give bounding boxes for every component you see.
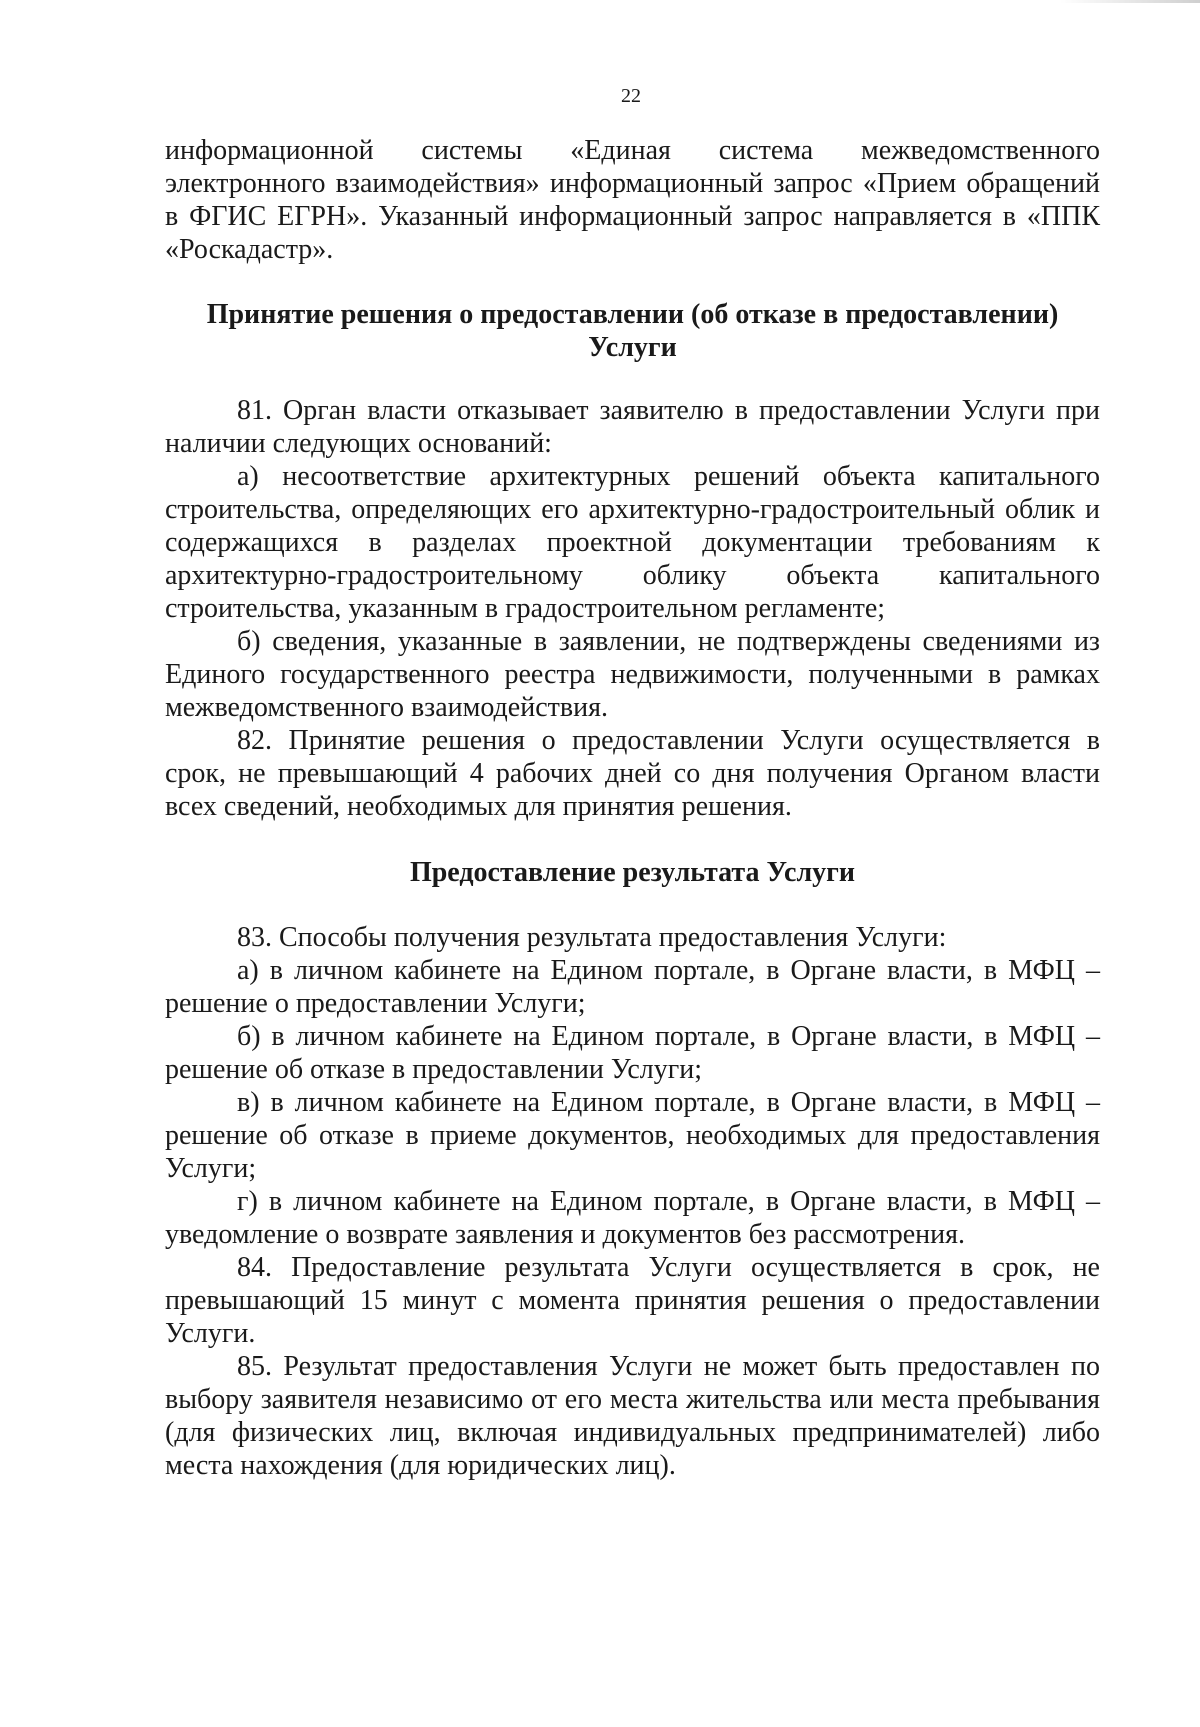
paragraph-83: 83. Способы получения результата предоставления Услуги: — [237, 922, 947, 953]
paragraph: информационной системы «Единая система межведомственного электронного взаимодействия» информационный запрос «Прием обращений в ФГИС ЕГРН». Указанный информационный запрос направляется в «ППК «Роскадастр». — [165, 135, 1100, 265]
section-heading-result: Предоставление результата Услуги — [409, 857, 856, 888]
paragraph-84: 84. Предоставление результата Услуги осуществляется в срок, не превышающий 15 минут с момента принятия решения о предоставлении Услуги. — [165, 1252, 1100, 1349]
paragraph-81: 81. Орган власти отказывает заявителю в предоставлении Услуги при наличии следующих оснований: — [165, 395, 1100, 459]
paragraph-85: 85. Результат предоставления Услуги не может быть предоставлен по выбору заявителя независимо от его места жительства или места пребывания (для физических лиц, включая индивидуальных предпринимателей) либо места нахождения (для юридических лиц). — [165, 1351, 1100, 1481]
paragraph-82: 82. Принятие решения о предоставлении Услуги осуществляется в срок, не превышающий 4 рабочих дней со дня получения Органом власти всех сведений, необходимых для принятия решения. — [165, 725, 1100, 822]
paragraph-81-b: б) сведения, указанные в заявлении, не подтверждены сведениями из Единого государственного реестра недвижимости, полученными в рамках межведомственного взаимодействия. — [165, 626, 1100, 723]
paragraph-83-g: г) в личном кабинете на Едином портале, в Органе власти, в МФЦ – уведомление о возврате заявления и документов без рассмотрения. — [165, 1186, 1100, 1250]
section-heading-decision: Принятие решения о предоставлении (об отказе в предоставлении) Услуги — [206, 299, 1059, 363]
paragraph-83-v: в) в личном кабинете на Едином портале, в Органе власти, в МФЦ – решение об отказе в приеме документов, необходимых для предоставления Услуги; — [165, 1087, 1100, 1184]
paragraph-83-b: б) в личном кабинете на Едином портале, в Органе власти, в МФЦ – решение об отказе в предоставлении Услуги; — [165, 1021, 1100, 1085]
paragraph-83-a: а) в личном кабинете на Едином портале, в Органе власти, в МФЦ – решение о предоставлении Услуги; — [165, 955, 1100, 1019]
paragraph-81-a: а) несоответствие архитектурных решений объекта капитального строительства, определяющих его архитектурно-градостроительный облик и содержащихся в разделах проектной документации требованиям к архитектурно-градостроительному облику объекта капитального строительства, указанным в градостроительном регламенте; — [165, 461, 1100, 624]
page-number: 22 — [621, 85, 641, 107]
scan-edge-mark — [1060, 0, 1200, 3]
document-body — [165, 134, 1100, 1482]
